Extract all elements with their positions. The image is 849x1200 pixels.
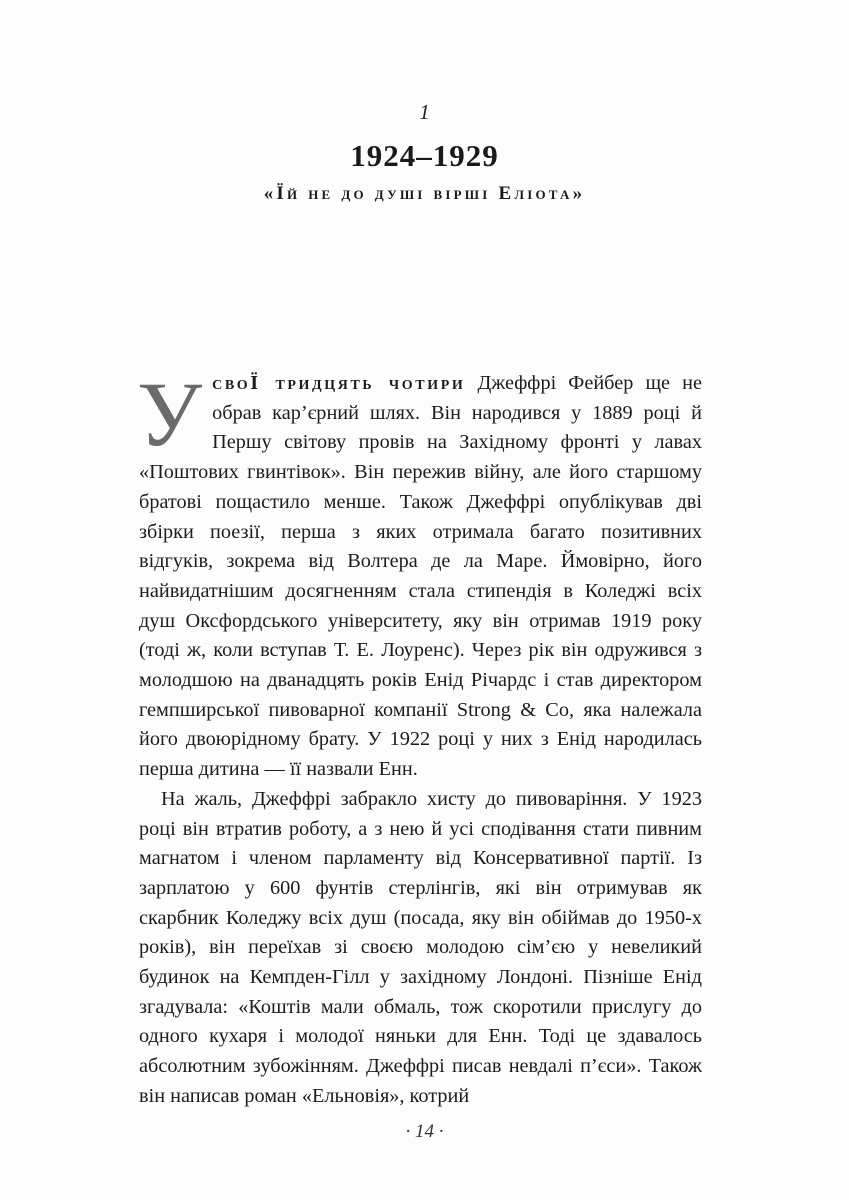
paragraph-1-text: Джеффрі Фейбер ще не обрав кар’єрний шлях. Він народився у 1889 році й Першу світову провів на Західному фронті у лавах «Поштових гвинтівок». Він пережив війну, але його старшому братові пощастило менше. Також Джеффрі опублікував дві збірки поезії, перша з яких отримала багато позитивних відгуків, зокрема від Волтера де ла Маре. Ймовірно, його найвидатнішим досягненням стала стипендія в Коледжі всіх душ Оксфордського університету, яку він отримав 1919 року (тоді ж, коли вступав Т. Е. Лоуренс). Через рік він одружився з молодшою на дванадцять років Енід Річардс і став директором гемпширської пивоварної компанії Strong & Co, яка належала його двоюрідному брату. У 1922 році у них з Енід народилась перша дитина — її назвали Енн. [139, 372, 702, 781]
lead-in-small-caps: своЇ тридцять чотири [212, 372, 466, 394]
paragraph-2: На жаль, Джеффрі забракло хисту до пивоваріння. У 1923 році він втратив роботу, а з нею й усі сподівання стати пивним магнатом і членом парламенту від Консервативної партії. Із зарплатою у 600 фунтів стерлінгів, які він отримував як скарбник Коледжу всіх душ (посада, яку він обіймав до 1950-х років), він переїхав зі своєю молодою сім’єю у невеликий будинок на Кемпден-Гілл у західному Лондоні. Пізніше Енід згадувала: «Коштів мали обмаль, тож скоротили прислугу до одного кухаря і молодої няньки для Енн. Тоді це здавалось абсолютним зубожінням. Джеффрі писав невдалі п’єси». Також він написав роман «Ельновія», котрий [139, 787, 702, 1107]
paragraph-1 [137, 363, 702, 785]
chapter-title-years: 1924–1929 [350, 138, 499, 173]
page-number: · 14 · [405, 1121, 444, 1142]
body-text [137, 363, 702, 1112]
chapter-number: 1 [419, 100, 430, 124]
drop-cap: У [137, 363, 203, 465]
chapter-subtitle: «Їй не до душі вірші Еліота» [263, 183, 586, 204]
